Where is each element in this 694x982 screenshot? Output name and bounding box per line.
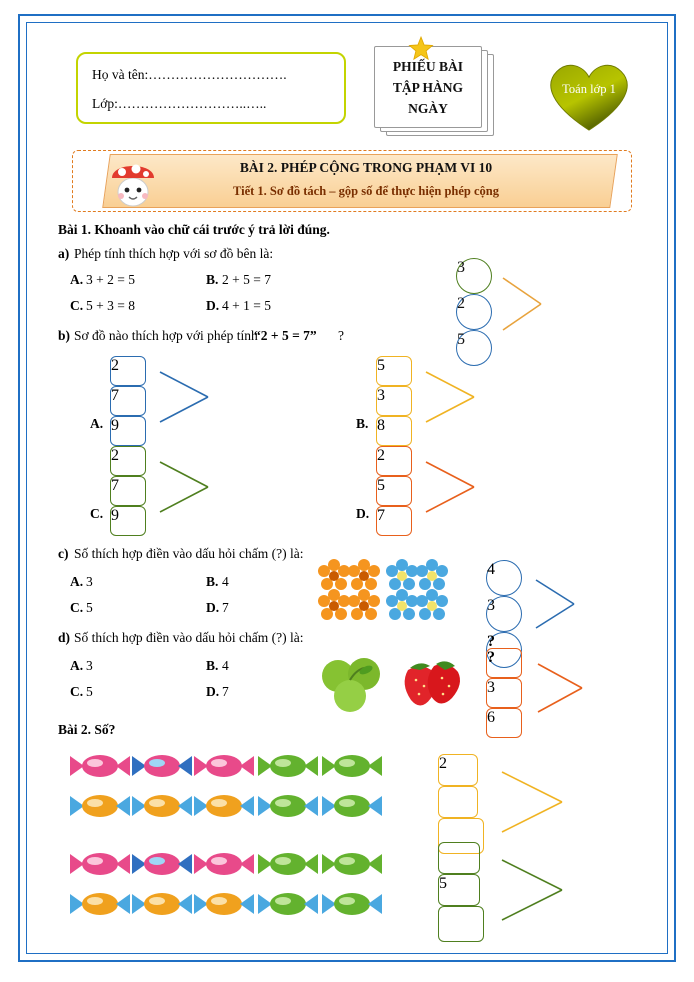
- bai1c-option-A-letter: A.: [70, 574, 84, 589]
- bai1b-C-result: 9: [110, 506, 146, 536]
- candies-row-1-picture: [66, 744, 396, 830]
- bai1c-option-D-letter: D.: [206, 600, 220, 615]
- bai1a-option-A-text[interactable]: 3 + 2 = 5: [86, 272, 135, 287]
- bai1b-A-result: 9: [110, 416, 146, 446]
- bai1d-option-A-letter: A.: [70, 658, 84, 673]
- bai1b-choice-C-letter: C.: [90, 506, 104, 521]
- bai1b-C-bottom: 7: [110, 476, 146, 506]
- candies-row-2-picture: [66, 842, 396, 928]
- bai1d-option-C-text[interactable]: 5: [86, 684, 93, 699]
- mushroom-mascot-icon: [104, 152, 162, 210]
- bai1d-prompt: Số thích hợp điền vào dấu hỏi chấm (?) là:: [74, 630, 304, 645]
- bai1a-prompt: Phép tính thích hợp với sơ đồ bên là:: [74, 246, 274, 261]
- bai1d-option-A-text[interactable]: 3: [86, 658, 93, 673]
- bai1d-node-bottom: 3: [486, 678, 522, 708]
- title-card-line-1: PHIẾU BÀI: [392, 58, 464, 74]
- heart-icon: [541, 62, 637, 132]
- bai1a-option-C-text[interactable]: 5 + 3 = 8: [86, 298, 135, 313]
- bai2-row1-diagram: [438, 754, 628, 844]
- bai1b-prompt: Sơ đồ nào thích hợp với phép tính: [74, 328, 258, 343]
- bai1a-option-B-text[interactable]: 2 + 5 = 7: [222, 272, 271, 287]
- bai2-row2-diagram: [438, 842, 628, 932]
- worksheet-title-card: [364, 34, 498, 140]
- bai1b-B-top: 5: [376, 356, 412, 386]
- star-icon: [408, 36, 434, 62]
- bai1c-option-C-letter: C.: [70, 600, 84, 615]
- student-name-box[interactable]: [76, 52, 346, 124]
- bai1a-option-A-letter: A.: [70, 272, 84, 287]
- bai1b-D-result: 7: [376, 506, 412, 536]
- bai1a-node-bottom: 2: [456, 294, 492, 330]
- bai1b-choice-C-diagram[interactable]: [110, 446, 290, 524]
- bai1b-label: b): [58, 328, 71, 343]
- heart-label: Toán lớp 1: [562, 82, 616, 96]
- student-class-line: Lớp:………………………..…..: [92, 96, 267, 111]
- bai2-title: Bài 2. Số?: [58, 722, 116, 737]
- bai1b-A-top: 2: [110, 356, 146, 386]
- subject-heart-badge: [541, 62, 637, 132]
- bai1a-label: a): [58, 246, 70, 261]
- title-card-text: [393, 56, 463, 119]
- bai1c-label: c): [58, 546, 69, 561]
- bai1d-node-top: ?: [486, 648, 522, 678]
- bai1c-node-result: ?: [486, 632, 522, 668]
- bai1-title: Bài 1. Khoanh vào chữ cái trước ý trả lời đúng.: [58, 222, 330, 237]
- bai1b-D-bottom: 5: [376, 476, 412, 506]
- bai1c-node-top: 4: [486, 560, 522, 596]
- worksheet-content: [26, 22, 668, 954]
- bai1b-C-top: 2: [110, 446, 146, 476]
- bai1d-option-D-letter: D.: [206, 684, 220, 699]
- bai1b-D-top: 2: [376, 446, 412, 476]
- bai1a-option-D-letter: D.: [206, 298, 220, 313]
- bai1c-diagram: [486, 560, 626, 650]
- bai1a-diagram: [456, 258, 586, 348]
- bai1c-option-A-text[interactable]: 3: [86, 574, 93, 589]
- bai1a-node-result: 5: [456, 330, 492, 366]
- bai1c-option-C-text[interactable]: 5: [86, 600, 93, 615]
- bai1b-choice-D-diagram[interactable]: [376, 446, 556, 524]
- bai1c-option-B-letter: B.: [206, 574, 219, 589]
- bai1a-node-top: 3: [456, 258, 492, 294]
- title-card-line-3: NGÀY: [408, 100, 448, 116]
- bai1b-choice-B-diagram[interactable]: [376, 356, 556, 434]
- fruits-picture: [316, 650, 466, 716]
- bai1b-choice-B-letter: B.: [356, 416, 369, 431]
- bai1b-prompt-bold: “2 + 5 = 7”: [254, 328, 317, 343]
- bai1d-diagram: [486, 648, 626, 724]
- bai1c-prompt: Số thích hợp điền vào dấu hỏi chấm (?) là:: [74, 546, 304, 561]
- bai1d-option-D-text[interactable]: 7: [222, 684, 229, 699]
- bai1d-option-B-letter: B.: [206, 658, 219, 673]
- bai1c-option-B-text[interactable]: 4: [222, 574, 229, 589]
- bai1b-B-result: 8: [376, 416, 412, 446]
- banner-line-1: BÀI 2. PHÉP CỘNG TRONG PHẠM VI 10: [239, 160, 493, 175]
- bai1b-choice-D-letter: D.: [356, 506, 370, 521]
- lesson-banner: [72, 150, 632, 212]
- worksheet-header: [26, 34, 668, 144]
- bai1d-option-C-letter: C.: [70, 684, 84, 699]
- bai2-row1-node-top[interactable]: 2: [438, 754, 478, 786]
- bai1d-option-B-text[interactable]: 4: [222, 658, 229, 673]
- bai1c-node-bottom: 3: [486, 596, 522, 632]
- bai1c-option-D-text[interactable]: 7: [222, 600, 229, 615]
- title-card-line-2: TẬP HÀNG: [392, 79, 464, 95]
- student-name-line: Họ và tên:………………………….: [92, 67, 287, 82]
- bai1a-option-D-text[interactable]: 4 + 1 = 5: [222, 298, 271, 313]
- bai1b-choice-A-diagram[interactable]: [110, 356, 290, 434]
- bai1b-B-bottom: 3: [376, 386, 412, 416]
- flowers-picture: [316, 558, 456, 628]
- bai1a-option-B-letter: B.: [206, 272, 219, 287]
- bai1d-node-result: 6: [486, 708, 522, 738]
- bai1a-option-C-letter: C.: [70, 298, 84, 313]
- banner-line-2: Tiết 1. Sơ đồ tách – gộp số để thực hiện phép cộng: [233, 184, 499, 198]
- banner-text: [116, 156, 616, 206]
- bai1b-choice-A-letter: A.: [90, 416, 104, 431]
- bai1b-prompt-end: ?: [338, 328, 344, 343]
- bai2-row2-node-bottom[interactable]: 5: [438, 874, 480, 906]
- bai1d-label: d): [58, 630, 71, 645]
- bai1b-A-bottom: 7: [110, 386, 146, 416]
